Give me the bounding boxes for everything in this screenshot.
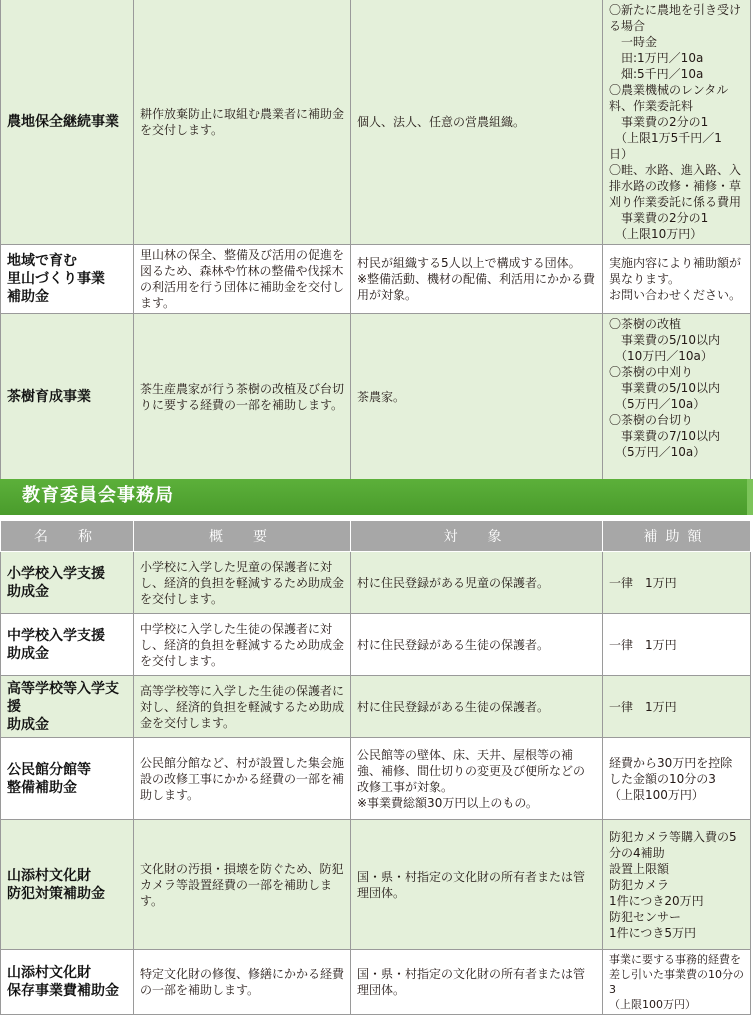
- subsidy-name: 山添村文化財 防犯対策補助金: [1, 820, 134, 950]
- table-header-row: [1, 521, 751, 552]
- subsidy-name: 公民館分館等 整備補助金: [1, 738, 134, 820]
- subsidy-name: 高等学校等入学支援 助成金: [1, 676, 134, 738]
- subsidy-target: 公民館等の壁体、床、天井、屋根等の補強、補修、間仕切りの変更及び便所などの改修工事が対象。 ※事業費総額30万円以上のもの。: [351, 738, 603, 820]
- header-amount: 補助額: [603, 521, 751, 552]
- table-row: [1, 245, 751, 314]
- subsidy-name: 地域で育む 里山づくり事業 補助金: [1, 245, 134, 314]
- subsidy-target: 村に住民登録がある児童の保護者。: [351, 552, 603, 614]
- header-overview: 概 要: [134, 521, 351, 552]
- subsidy-description: 耕作放棄防止に取組む農業者に補助金を交付します。: [134, 0, 351, 245]
- subsidy-amount: 実施内容により補助額が異なります。 お問い合わせください。: [603, 245, 751, 314]
- subsidy-amount: 一律 1万円: [603, 676, 751, 738]
- agriculture-subsidy-table: [0, 0, 751, 480]
- table-row: [1, 552, 751, 614]
- subsidy-name: 小学校入学支援 助成金: [1, 552, 134, 614]
- subsidy-name: 山添村文化財 保存事業費補助金: [1, 950, 134, 1015]
- subsidy-name: 農地保全継続事業: [1, 0, 134, 245]
- subsidy-description: 高等学校等に入学した生徒の保護者に対し、経済的負担を軽減するため助成金を交付します。: [134, 676, 351, 738]
- table-row: [1, 950, 751, 1015]
- subsidy-name: 茶樹育成事業: [1, 314, 134, 480]
- subsidy-target: 国・県・村指定の文化財の所有者または管理団体。: [351, 950, 603, 1015]
- subsidy-target: 村民が組織する5人以上で構成する団体。 ※整備活動、機材の配備、利活用にかかる費用が対象。: [351, 245, 603, 314]
- subsidy-target: 茶農家。: [351, 314, 603, 480]
- subsidy-amount: 一律 1万円: [603, 614, 751, 676]
- subsidy-amount: 事業に要する事務的経費を差し引いた事業費の10分の3 （上限100万円）: [603, 950, 751, 1015]
- subsidy-description: 小学校に入学した児童の保護者に対し、経済的負担を軽減するため助成金を交付します。: [134, 552, 351, 614]
- table-row: [1, 820, 751, 950]
- table-row: [1, 738, 751, 820]
- subsidy-description: 特定文化財の修復、修繕にかかる経費の一部を補助します。: [134, 950, 351, 1015]
- table-row: [1, 314, 751, 480]
- header-name: 名 称: [1, 521, 134, 552]
- subsidy-description: 里山林の保全、整備及び活用の促進を図るため、森林や竹林の整備や伐採木の利活用を行う団体に補助金を交付します。: [134, 245, 351, 314]
- section-title: 教育委員会事務局: [22, 485, 174, 506]
- subsidy-description: 文化財の汚損・損壊を防ぐため、防犯カメラ等設置経費の一部を補助します。: [134, 820, 351, 950]
- subsidy-target: 村に住民登録がある生徒の保護者。: [351, 676, 603, 738]
- subsidy-target: 国・県・村指定の文化財の所有者または管理団体。: [351, 820, 603, 950]
- subsidy-amount: 〇新たに農地を引き受ける場合 一時金 田:1万円／10a 畑:5千円／10a 〇農業機械のレンタル料、作業委託料 事業費の2分の1 （上限1万5千円／1日） 〇畦、水路、進入路、入排水路の改修・補修・草刈り作業委託に係る費用 事業費の2分の1 （上限10万円）: [603, 0, 751, 245]
- subsidy-description: 茶生産農家が行う茶樹の改植及び台切りに要する経費の一部を補助します。: [134, 314, 351, 480]
- subsidy-target: 村に住民登録がある生徒の保護者。: [351, 614, 603, 676]
- education-subsidy-table: [0, 520, 751, 1015]
- subsidy-amount: 〇茶樹の改植 事業費の5/10以内 （10万円／10a） 〇茶樹の中刈り 事業費の5/10以内 （5万円／10a） 〇茶樹の台切り 事業費の7/10以内 （5万円／10a）: [603, 314, 751, 480]
- subsidy-target: 個人、法人、任意の営農組織。: [351, 0, 603, 245]
- subsidy-amount: 経費から30万円を控除した金額の10分の3 （上限100万円）: [603, 738, 751, 820]
- subsidy-description: 公民館分館など、村が設置した集会施設の改修工事にかかる経費の一部を補助します。: [134, 738, 351, 820]
- table-row: [1, 676, 751, 738]
- section-accent-stripe: [747, 479, 753, 515]
- subsidy-name: 中学校入学支援 助成金: [1, 614, 134, 676]
- subsidy-description: 中学校に入学した生徒の保護者に対し、経済的負担を軽減するため助成金を交付します。: [134, 614, 351, 676]
- subsidy-amount: 防犯カメラ等購入費の5分の4補助 設置上限額 防犯カメラ 1件につき20万円 防犯センサー 1件につき5万円: [603, 820, 751, 950]
- table-row: [1, 0, 751, 245]
- subsidy-amount: 一律 1万円: [603, 552, 751, 614]
- table-row: [1, 614, 751, 676]
- section-header: [0, 479, 753, 515]
- header-target: 対 象: [351, 521, 603, 552]
